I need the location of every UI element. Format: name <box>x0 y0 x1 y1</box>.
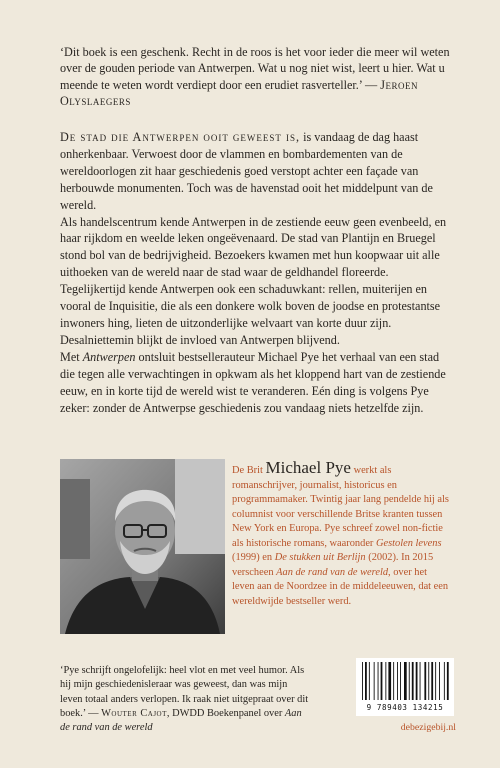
author-name: Michael Pye <box>265 458 351 477</box>
blurb-paragraph-2: Als handelscentrum kende Antwerpen in de zestiende eeuw geen evenbeeld, en haar rijkdom en weelde leken ongeëvenaard. De stad van Plantijn en Bruegel stond bol van de bedrijvigheid. Bezoekers kwamen met hun koopwaar uit alle uithoeken van de wereld naar de stad waar de geldhandel floreerde. Tegelijkertijd kende Antwerpen ook een schaduwkant: rellen, muiterijen en vooral de Inquisitie, die als een donkere wolk boven de joodse en protestantse inwoners hing, lieten de uitzonderlijke welvaart van korte duur zijn. Desalniettemin blijkt de invloed van Antwerpen blijvend. <box>60 214 447 347</box>
blurb-paragraph-3 <box>60 349 452 417</box>
blurb-text-3b: ontsluit bestsellerauteur Michael Pye het verhaal van een stad die tegen alle verwachtingen in opkwam als het kloppend hart van de zestiende eeuw, en in korte tijd de wereld wist te veranderen. Eén ding is volgens Pye zeker: zonder de Antwerpse geschiedenis zou vandaag niets hetzelfde zijn. <box>60 349 446 415</box>
quote-text: ‘Dit boek is een geschenk. Recht in de roos is het voor ieder die meer wil weten over de gouden periode van Antwerpen. Wat u nog niet wist, leert u hier. Wat u meende te weten wordt verdiept door een erudiet rasverteller.’ — <box>60 45 450 92</box>
blurb-paragraph-1 <box>60 129 452 214</box>
author-photo <box>60 459 225 634</box>
quote-bottom-source: , DWDD Boekenpanel over <box>166 707 283 719</box>
publisher-website[interactable]: debezigebij.nl <box>400 722 456 733</box>
isbn-barcode <box>356 658 454 716</box>
quote-bottom-text: ‘Pye schrijft ongelofelijk: heel vlot en met veel humor. Als hij mijn geschiedenisleraar was geweest, dan was mijn leven totaal anders verlopen. Ik raak niet uitgepraat over dit boek.’ — <box>60 665 309 719</box>
review-quote-top <box>60 44 452 110</box>
quote-author: Jeroen Olyslaegers <box>60 77 418 109</box>
quote-bottom-author: Wouter Cajot <box>101 707 167 719</box>
bio-intro: De Brit <box>232 465 263 476</box>
bio-text-1: werkt als romanschrijver, journalist, historicus en programmamaker. Twintig jaar lang pendelde hij als columnist voor verschillende Britse kranten tussen New York en Europa. Pye schreef zowel non-fictie als historische romans, waaronder <box>232 465 449 549</box>
bio-text-4: , over het leven aan de Noordzee in de middeleeuwen, dat een wereldwijde bestseller werd. <box>232 566 449 607</box>
book-title: Antwerpen <box>82 349 136 364</box>
author-portrait-image <box>60 459 225 634</box>
bio-book-3: Aan de rand van de wereld <box>276 566 389 578</box>
blurb <box>60 129 452 416</box>
quote-bottom-book: Aan de rand van de wereld <box>60 707 302 734</box>
bio-book-2: De stukken uit Berlijn <box>274 552 366 564</box>
barcode-digits: 9 789403 134215 <box>366 703 444 712</box>
bio-text-2: (1999) en <box>232 552 273 564</box>
blurb-lead: De stad die Antwerpen ooit geweest is, <box>60 130 301 144</box>
bio-book-1: Gestolen levens <box>376 537 442 549</box>
barcode-icon <box>356 658 454 704</box>
review-quote-bottom <box>60 664 310 735</box>
blurb-text-3a: Met <box>60 349 80 364</box>
author-bio <box>232 458 450 609</box>
blurb-text-1: is vandaag de dag haast onherkenbaar. Verwoest door de vlammen en bombardementen van de wereldoorlogen zit haar geschiedenis goed verstopt achter een façade van herbouwde monumenten. Toch was de havenstad ooit het middelpunt van de wereld. <box>60 130 433 212</box>
bio-text-3: (2002). In 2015 verscheen <box>232 552 434 578</box>
